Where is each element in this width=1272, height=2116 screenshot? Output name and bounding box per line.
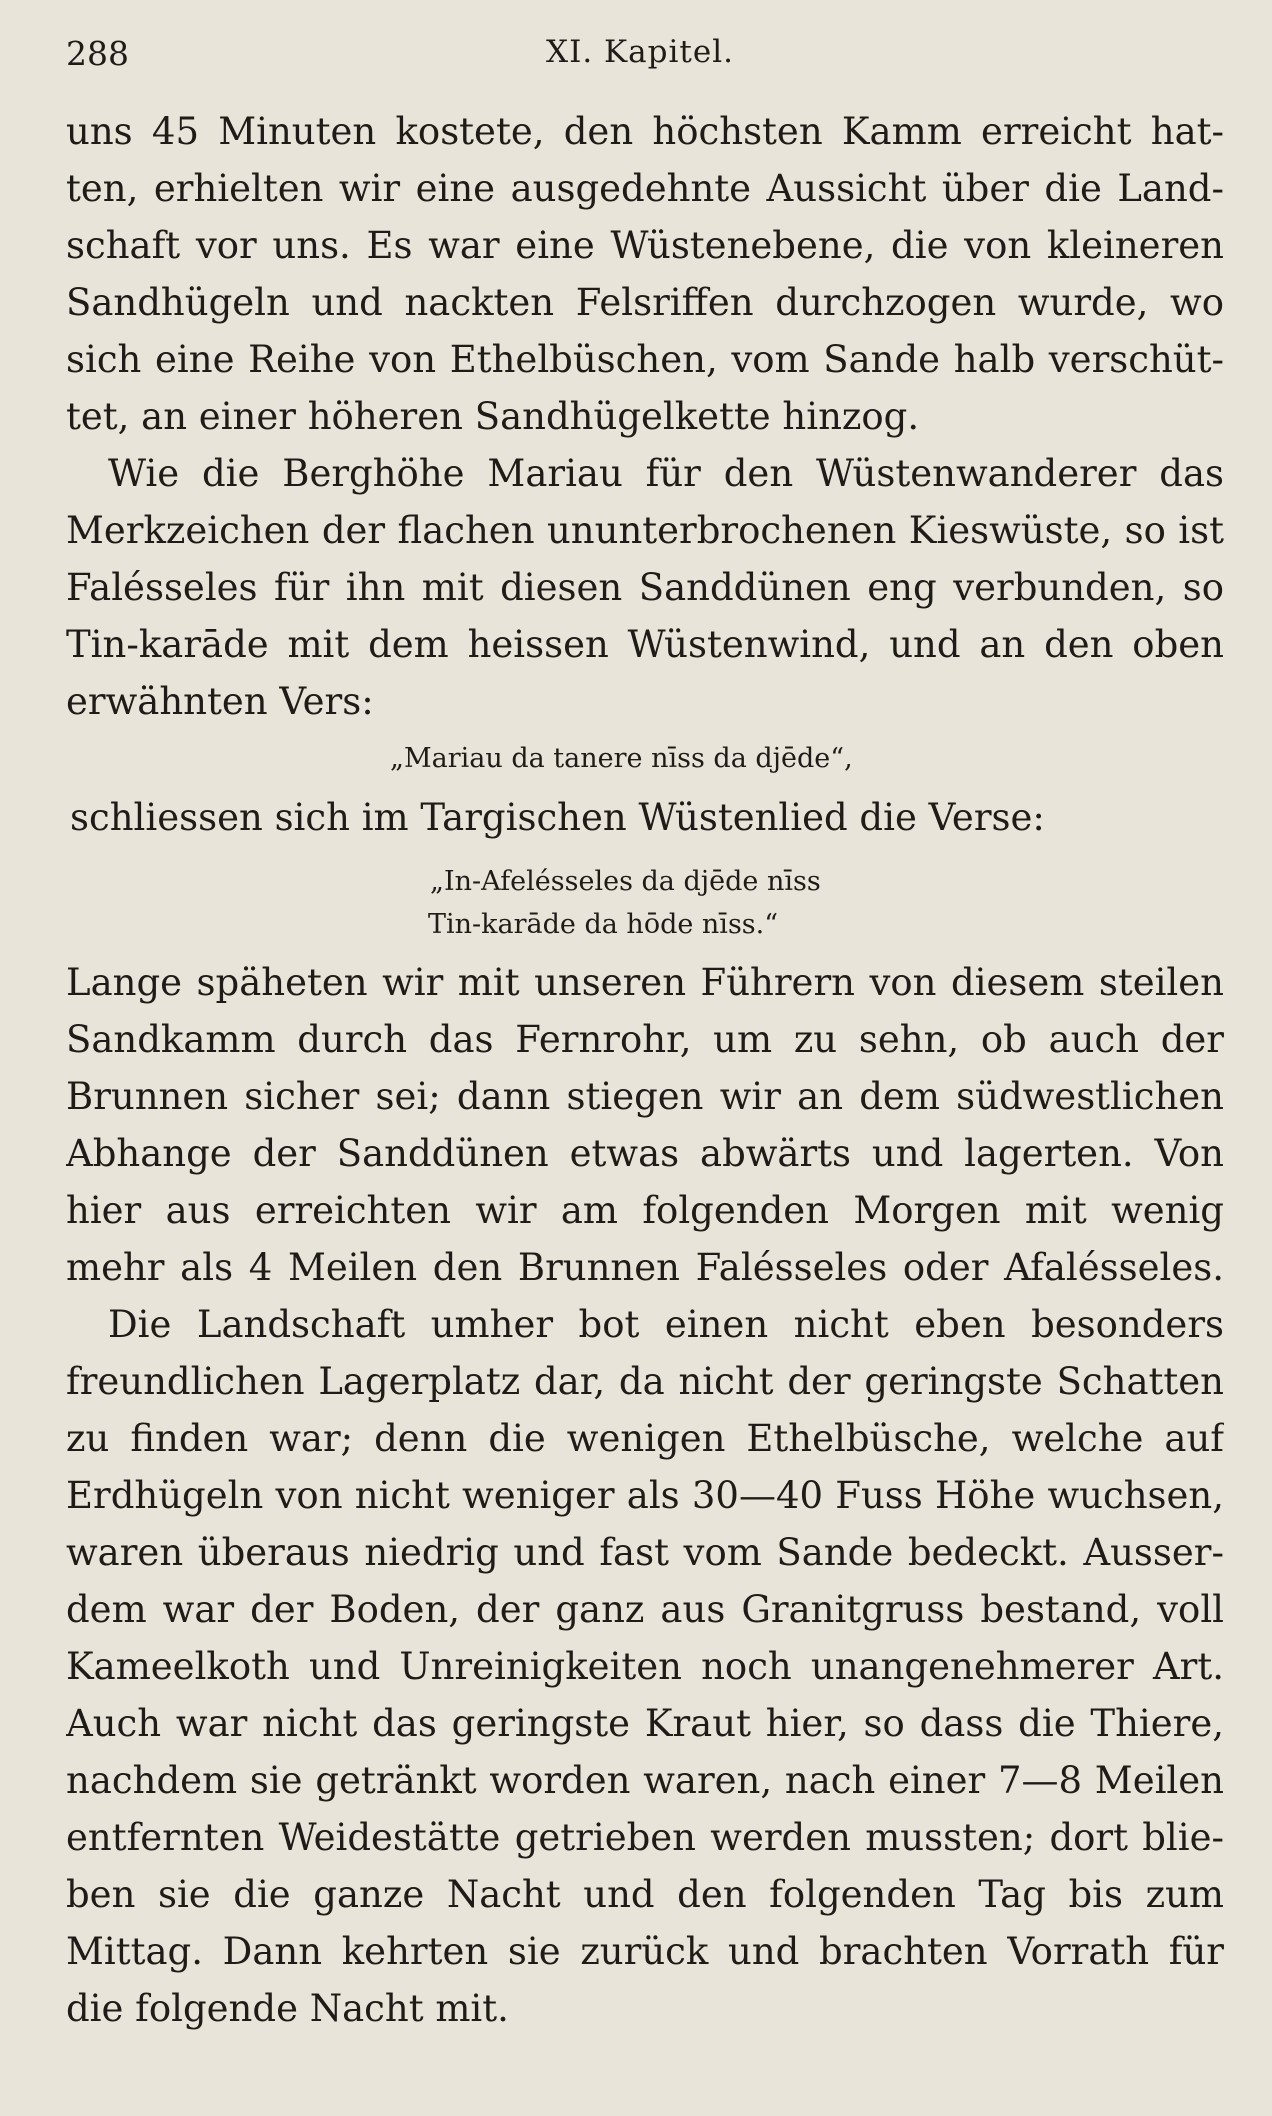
text-line: Abhange der Sanddünen etwas abwärts und lagerten. Von (66, 1132, 1224, 1175)
text-line: die folgende Nacht mit. (66, 1987, 509, 2030)
text-line: ben sie die ganze Nacht und den folgenden Tag bis zum (66, 1873, 1224, 1916)
text-line: Falésseles für ihn mit diesen Sanddünen eng verbunden, so (66, 566, 1224, 609)
text-line: Erdhügeln von nicht weniger als 30—40 Fuss Höhe wuchsen, (66, 1474, 1224, 1517)
text-line: Merkzeichen der flachen ununterbrochenen Kieswüste, so ist (66, 509, 1224, 552)
text-line: Tin-karāde mit dem heissen Wüstenwind, und an den oben (66, 623, 1224, 666)
text-line: Sandkamm durch das Fernrohr, um zu sehn, ob auch der (66, 1018, 1224, 1061)
text-line: waren überaus niedrig und fast vom Sande bedeckt. Ausser- (66, 1531, 1224, 1574)
text-line: entfernten Weidestätte getrieben werden mussten; dort blie- (66, 1816, 1224, 1859)
text-line: Kameelkoth und Unreinigkeiten noch unangenehmerer Art. (66, 1645, 1224, 1688)
page-number: 288 (66, 34, 129, 73)
text-line: Brunnen sicher sei; dann stiegen wir an dem südwestlichen (66, 1075, 1224, 1118)
text-line: Die Landschaft umher bot einen nicht eben besonders (108, 1303, 1224, 1346)
text-line: ten, erhielten wir eine ausgedehnte Aussicht über die Land- (66, 167, 1224, 210)
text-line: Mittag. Dann kehrten sie zurück und brachten Vorrath für (66, 1930, 1224, 1973)
page-header (66, 34, 1216, 84)
text-line: zu finden war; denn die wenigen Ethelbüsche, welche auf (66, 1417, 1224, 1460)
text-line: Wie die Berghöhe Mariau für den Wüstenwanderer das (108, 452, 1224, 495)
running-head: XI. Kapitel. (546, 34, 734, 70)
verse-line: Tin-karāde da hōde nīss.“ (428, 909, 779, 940)
text-line: erwähnten Vers: (66, 680, 374, 723)
text-line: dem war der Boden, der ganz aus Granitgruss bestand, voll (66, 1588, 1224, 1631)
text-line: sich eine Reihe von Ethelbüschen, vom Sande halb verschüt- (66, 338, 1224, 381)
text-line: Sandhügeln und nackten Felsriffen durchzogen wurde, wo (66, 281, 1224, 324)
verse-line: „In-Afelésseles da djēde nīss (430, 866, 821, 897)
text-line: nachdem sie getränkt worden waren, nach einer 7—8 Meilen (66, 1759, 1224, 1802)
text-line: Lange späheten wir mit unseren Führern von diesem steilen (66, 961, 1224, 1004)
text-line: hier aus erreichten wir am folgenden Morgen mit wenig (66, 1189, 1224, 1232)
text-line: Auch war nicht das geringste Kraut hier, so dass die Thiere, (66, 1702, 1224, 1745)
text-line: schaft vor uns. Es war eine Wüstenebene, die von kleineren (66, 224, 1224, 267)
text-line: freundlichen Lagerplatz dar, da nicht der geringste Schatten (66, 1360, 1224, 1403)
text-line: mehr als 4 Meilen den Brunnen Falésseles oder Afalésseles. (66, 1246, 1224, 1289)
text-line: tet, an einer höheren Sandhügelkette hinzog. (66, 395, 920, 438)
text-line: uns 45 Minuten kostete, den höchsten Kamm erreicht hat- (66, 110, 1224, 153)
text-line: schliessen sich im Targischen Wüstenlied die Verse: (70, 796, 1045, 839)
verse-line: „Mariau da tanere nīss da djēde“, (390, 743, 853, 774)
